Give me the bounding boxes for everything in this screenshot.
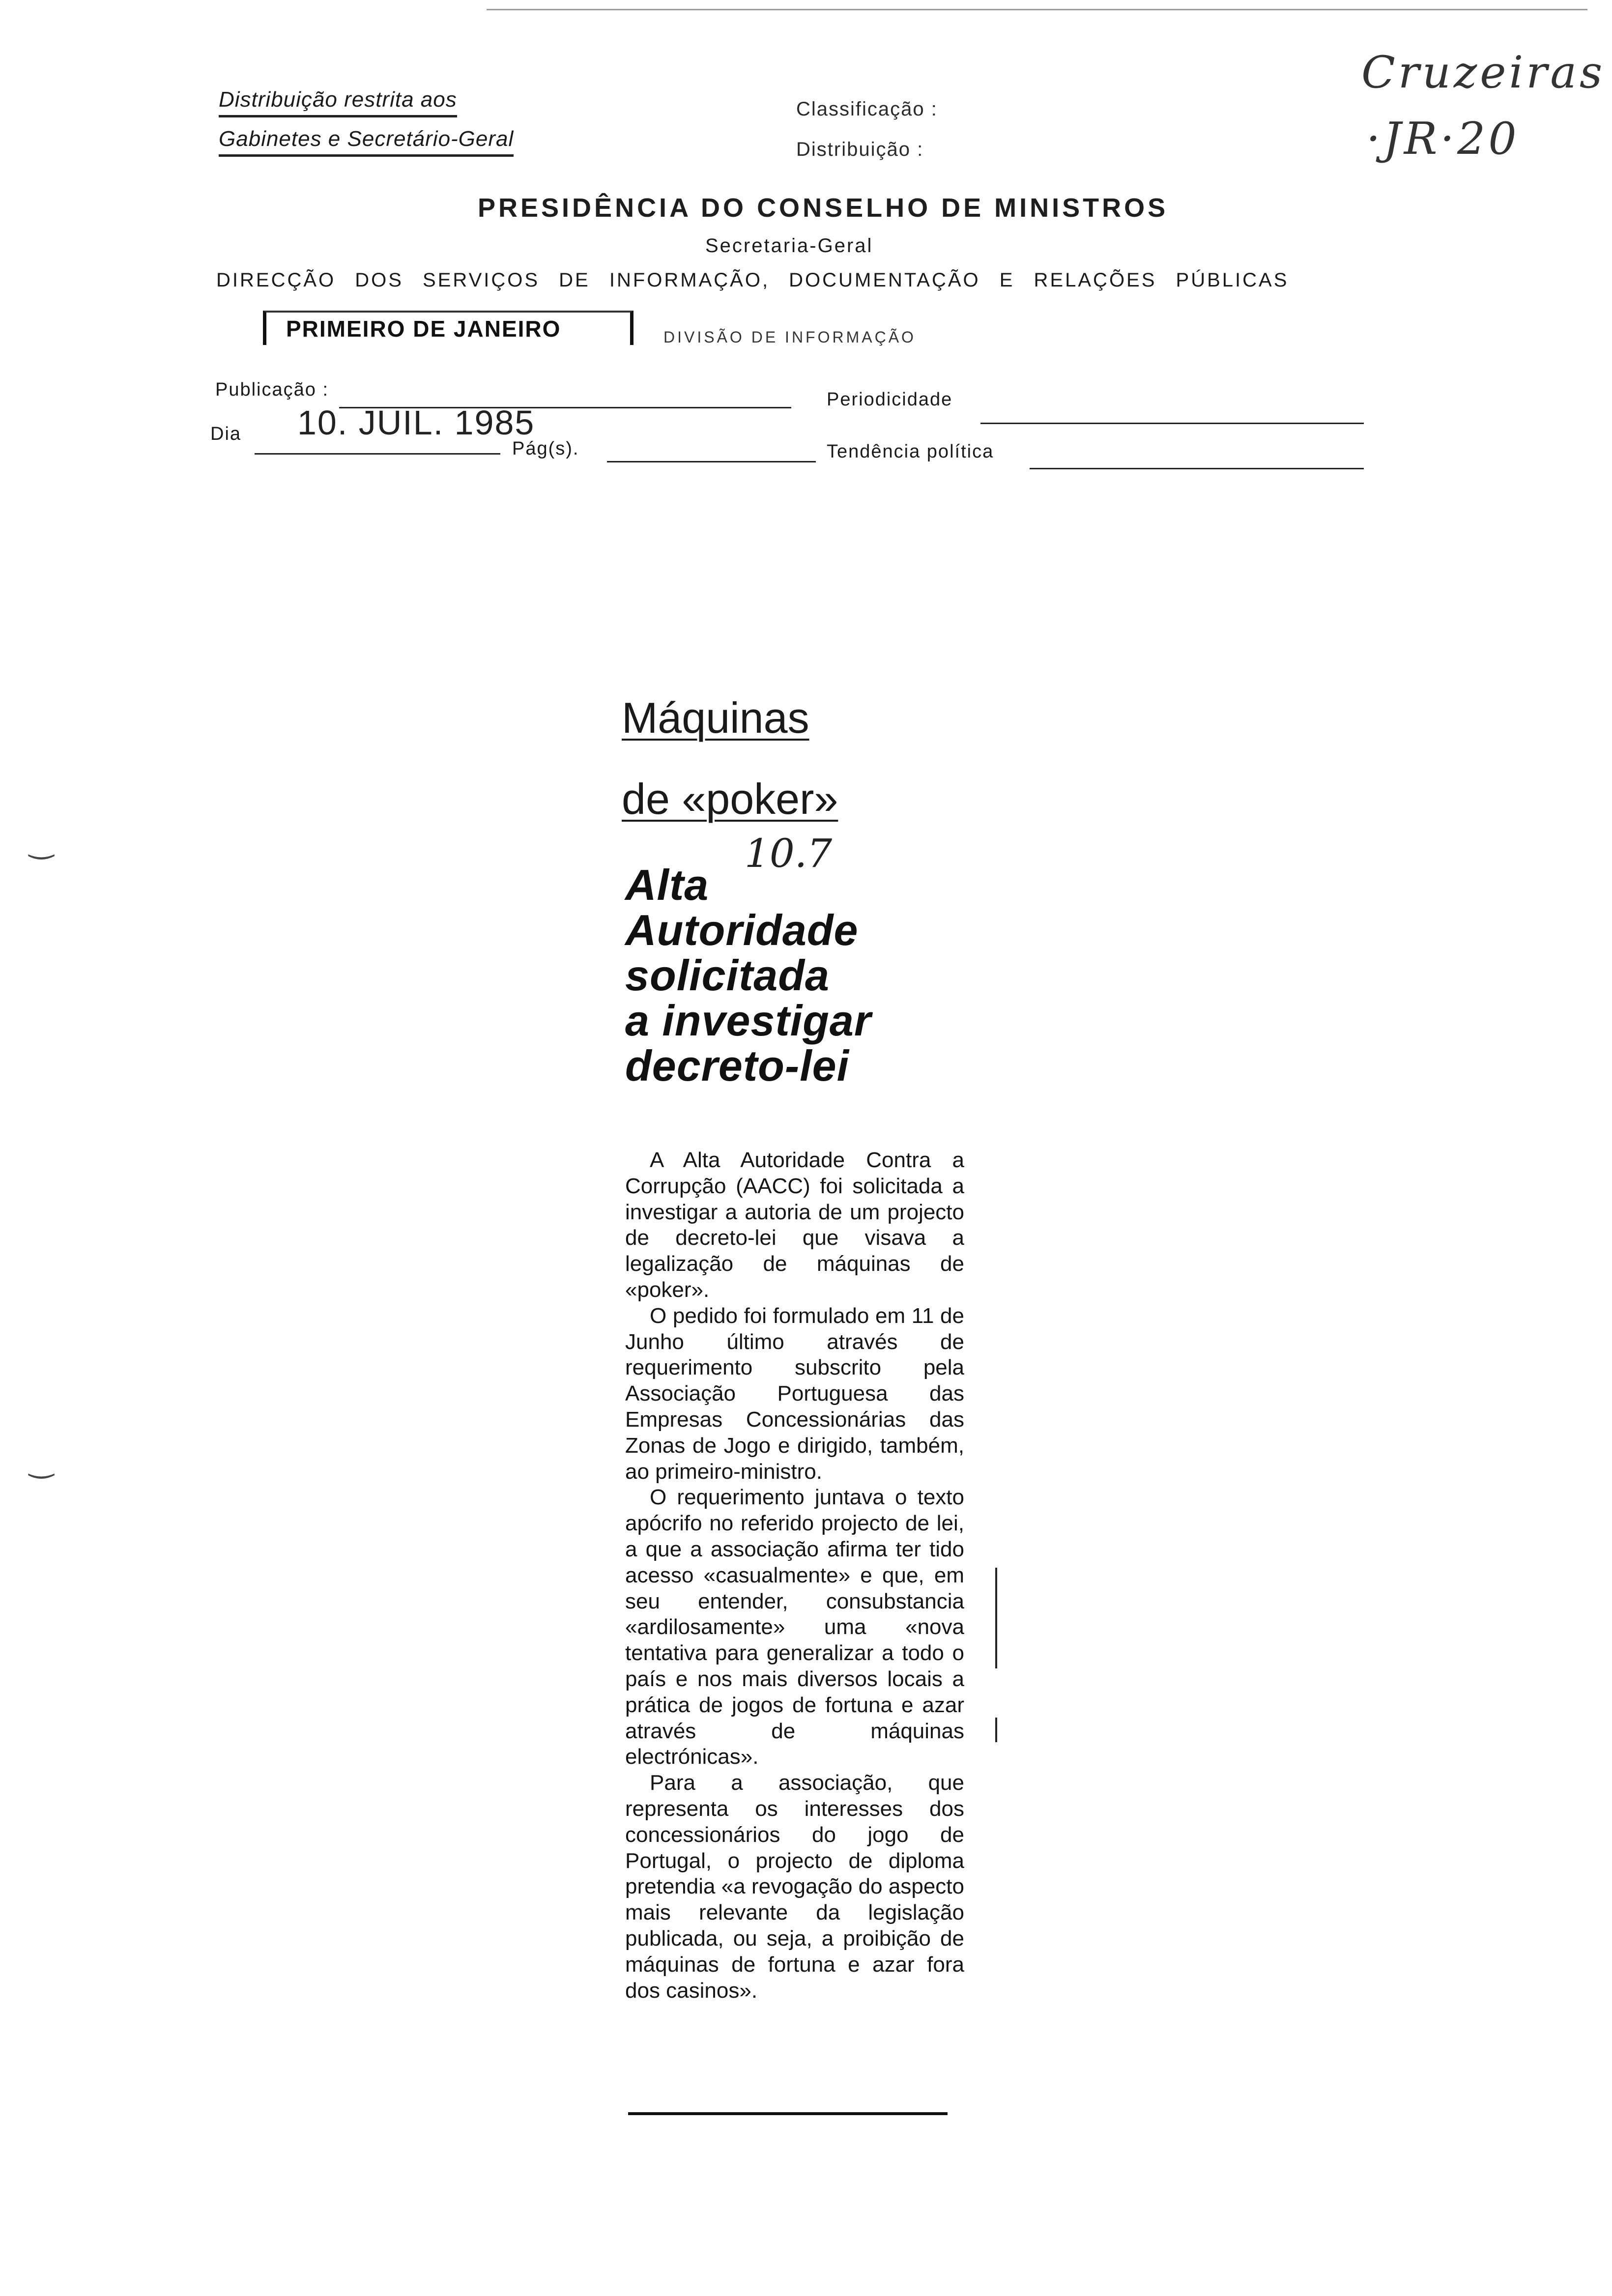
secretaria-geral: Secretaria-Geral bbox=[705, 235, 873, 257]
dia-value: 10. JUIL. 1985 bbox=[297, 403, 535, 442]
headline-line-5: decreto-lei bbox=[625, 1041, 850, 1090]
top-rule bbox=[487, 9, 1587, 10]
article-kicker-line-1: Máquinas bbox=[622, 693, 809, 742]
article-kicker-line-2: de «poker» bbox=[622, 775, 838, 823]
handwritten-annotation-line-2: ·JR·20 bbox=[1366, 113, 1520, 165]
article-body bbox=[625, 1148, 964, 2004]
margin-highlight-bar-2 bbox=[995, 1718, 997, 1742]
article-paragraph: O requerimento juntava o texto apócrifo no referido projecto de lei, a que a associação afirma ter tido acesso «casualmente» e que, em seu entender, consubstancia «ardilosamente» uma «nova tentativa para generalizar a todo o país e nos mais diversos locais a prática de jogos de fortuna e azar através de máquinas electrónicas». bbox=[625, 1485, 964, 1769]
newspaper-name: PRIMEIRO DE JANEIRO bbox=[286, 316, 561, 342]
restricted-distribution-line-1: Distribuição restrita aos bbox=[219, 87, 457, 117]
margin-highlight-bar-1 bbox=[995, 1568, 997, 1668]
direccao-line: DIRECÇÃO DOS SERVIÇOS DE INFORMAÇÃO, DOCUMENTAÇÃO E RELAÇÕES PÚBLICAS bbox=[216, 269, 1289, 291]
classificacao-label: Classificação : bbox=[796, 98, 938, 120]
article-paragraph: Para a associação, que representa os interesses dos concessionários do jogo de Portugal, o projecto de diploma pretendia «a revogação do aspecto mais relevante da legislação publicada, ou seja, a proibição de máquinas de fortuna e azar fora dos casinos». bbox=[625, 1771, 964, 2003]
tendencia-line bbox=[1030, 468, 1364, 469]
restricted-distribution-line-2: Gabinetes e Secretário-Geral bbox=[219, 127, 514, 157]
handwritten-annotation-line-1: Cruzeiras bbox=[1361, 47, 1606, 98]
article-paragraph: A Alta Autoridade Contra a Corrupção (AACC) foi solicitada a investigar a autoria de um projecto de decreto-lei que visava a legalização de máquinas de «poker». bbox=[625, 1148, 964, 1302]
presidencia-title: PRESIDÊNCIA DO CONSELHO DE MINISTROS bbox=[478, 193, 1169, 223]
scan-mark-left-2: ‿ bbox=[29, 1445, 54, 1478]
handwritten-date-note: 10.7 bbox=[745, 831, 833, 876]
distribuicao-label: Distribuição : bbox=[796, 139, 924, 160]
tendencia-label: Tendência política bbox=[827, 441, 994, 462]
article-headline bbox=[625, 862, 959, 1089]
divisao-informacao: DIVISÃO DE INFORMAÇÃO bbox=[663, 328, 916, 346]
headline-line-2: Autoridade bbox=[625, 906, 859, 954]
article-end-rule bbox=[628, 2112, 948, 2115]
pags-label: Pág(s). bbox=[512, 438, 579, 459]
publicacao-label: Publicação : bbox=[215, 379, 329, 400]
periodicidade-line bbox=[980, 423, 1364, 424]
periodicidade-label: Periodicidade bbox=[827, 389, 953, 410]
headline-line-1: Alta bbox=[625, 861, 709, 909]
headline-line-3: solicitada bbox=[625, 951, 830, 1000]
scan-mark-left-1: ‿ bbox=[29, 826, 54, 859]
newspaper-stamp bbox=[263, 311, 633, 345]
headline-line-4: a investigar bbox=[625, 996, 872, 1045]
pags-line bbox=[607, 461, 816, 462]
dia-line bbox=[255, 453, 500, 455]
article-paragraph: O pedido foi formulado em 11 de Junho último através de requerimento subscrito pela Associação Portuguesa das Empresas Concessionárias das Zonas de Jogo e dirigido, também, ao primeiro-ministro. bbox=[625, 1303, 964, 1484]
dia-label: Dia bbox=[210, 424, 242, 444]
